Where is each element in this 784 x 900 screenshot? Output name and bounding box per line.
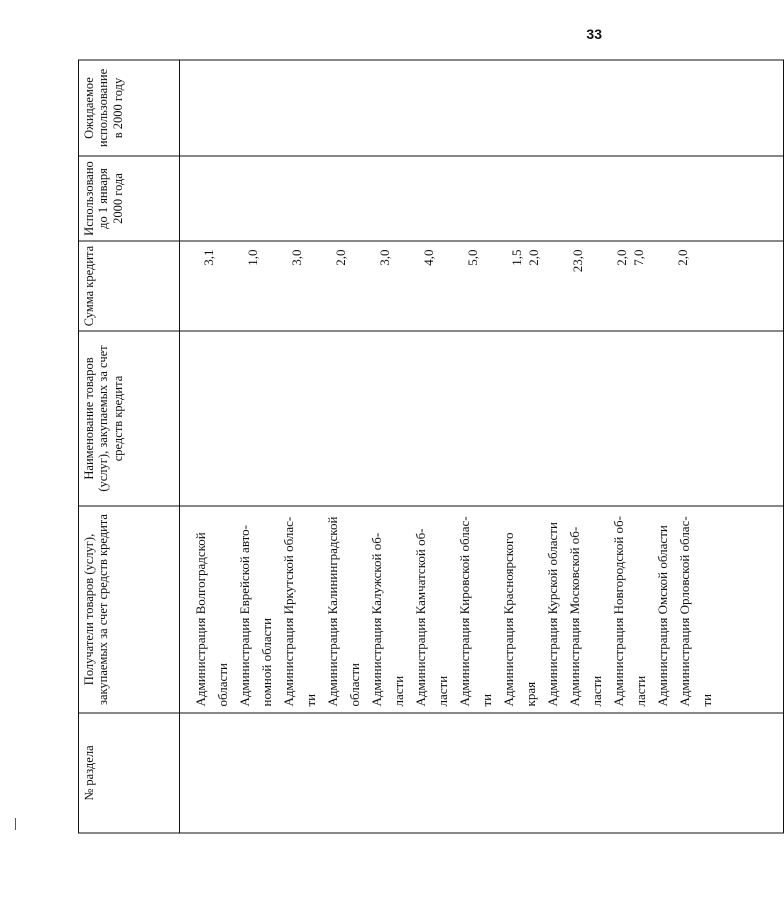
page-number: 33 bbox=[586, 26, 602, 42]
amount-value: 3,1 bbox=[200, 249, 216, 266]
credit-table bbox=[78, 59, 784, 833]
recipient-line: ти bbox=[478, 693, 494, 706]
recipient-line: области bbox=[346, 662, 362, 706]
body-row bbox=[179, 60, 783, 833]
amount-value: 2,0 bbox=[525, 249, 541, 266]
header-expected: Ожидаемое использование в 2000 году bbox=[78, 60, 179, 156]
recipient-line: Администрация Камчатской об- bbox=[412, 527, 428, 706]
recipient-line: Администрация Волгоградской bbox=[192, 531, 208, 706]
recipient-line: номной области bbox=[258, 617, 274, 706]
header-goods: Наименование товаров (услуг), закупаемых за счет средств кредита bbox=[78, 331, 179, 506]
recipient-line: ласти bbox=[390, 675, 406, 706]
amount-value: 4,0 bbox=[420, 249, 436, 266]
recipient-line: ти bbox=[302, 693, 318, 706]
header-section: № раздела bbox=[78, 713, 179, 833]
amount-value: 2,0 bbox=[613, 249, 629, 266]
recipient-line: Администрация Московской об- bbox=[566, 526, 582, 706]
header-amount: Сумма кредита bbox=[78, 241, 179, 331]
amount-value: 1,0 bbox=[244, 249, 260, 266]
amount-value: 23,0 bbox=[569, 249, 585, 272]
recipient-line: Администрация Кировской облас- bbox=[456, 515, 472, 706]
used-cell bbox=[179, 156, 783, 241]
recipient-line: Администрация Иркутской облас- bbox=[280, 516, 296, 706]
amount-value: 1,5 bbox=[508, 249, 524, 266]
recipient-line: Администрация Калининградской bbox=[324, 516, 340, 706]
amount-value: 2,0 bbox=[674, 249, 690, 266]
section-cell bbox=[179, 713, 783, 833]
header-used: Использовано до 1 января 2000 года bbox=[78, 156, 179, 241]
amount-value: 7,0 bbox=[630, 249, 646, 266]
amount-value: 5,0 bbox=[464, 249, 480, 266]
recipient-line: Администрация Новгородской об- bbox=[610, 515, 626, 706]
recipient-line: Администрация Красноярского bbox=[500, 532, 516, 706]
header-row bbox=[78, 60, 179, 833]
goods-cell bbox=[179, 331, 783, 506]
recipient-line: области bbox=[214, 662, 230, 706]
amount-value: 3,0 bbox=[288, 249, 304, 266]
recipient-line: ласти bbox=[588, 675, 604, 706]
rotated-table-container bbox=[78, 60, 784, 833]
recipient-line: Администрация Калужской об- bbox=[368, 532, 384, 706]
amount-value: 2,0 bbox=[332, 249, 348, 266]
recipient-line: Администрация Орловской облас- bbox=[676, 515, 692, 706]
amounts-cell bbox=[179, 241, 783, 331]
recipient-line: края bbox=[522, 681, 538, 706]
recipient-line: ласти bbox=[632, 675, 648, 706]
recipient-line: Администрация Омской области bbox=[654, 524, 670, 706]
scan-mark bbox=[15, 818, 16, 830]
recipient-line: Администрация Курской области bbox=[544, 521, 560, 706]
expected-cell bbox=[179, 60, 783, 156]
recipient-line: ласти bbox=[434, 675, 450, 706]
amount-value: 3,0 bbox=[376, 249, 392, 266]
recipient-line: ти bbox=[698, 693, 714, 706]
header-recipients: Получатели товаров (услуг), закупаемых за счет средств кредита bbox=[78, 506, 179, 713]
recipient-line: Администрация Еврейской авто- bbox=[236, 524, 252, 706]
recipients-cell bbox=[179, 506, 783, 713]
